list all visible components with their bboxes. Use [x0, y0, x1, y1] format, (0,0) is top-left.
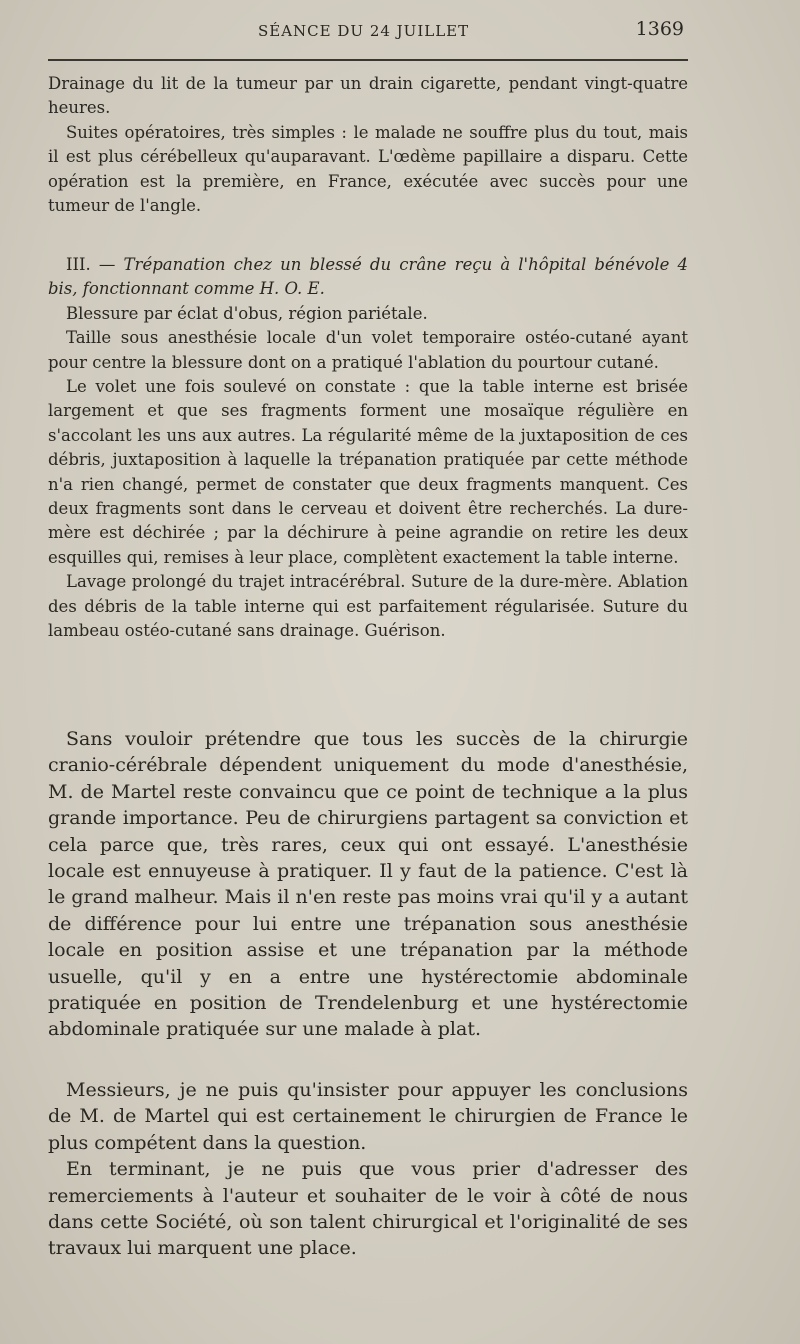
- closing-paragraph: En terminant, je ne puis que vous prier d'adresser des remerciements à l'auteur et souhaiter de le voir à côté de nous dans cette Société, où son talent chirurgical et l'originalité de ses travaux lui marquent une place.: [48, 1158, 688, 1260]
- running-title: SÉANCE DU 24 JUILLET: [258, 22, 470, 40]
- case-3-number: III. —: [66, 255, 124, 274]
- conclusion-paragraph: Messieurs, je ne puis qu'insister pour appuyer les conclusions de M. de Martel qui est certainement le chirurgien de France le plus compétent dans la question.: [48, 1079, 688, 1154]
- drainage-paragraph: Drainage du lit de la tumeur par un drain cigarette, pendant vingt-quatre heures.: [48, 74, 688, 118]
- case-3-incision: Taille sous anesthésie locale d'un volet temporaire ostéo-cutané ayant pour centre la blessure dont on a pratiqué l'ablation du pourtour cutané.: [48, 328, 688, 372]
- case-3-closure: Lavage prolongé du trajet intracérébral. Suture de la dure-mère. Ablation des débris de la table interne qui est parfaitement régularisée. Suture du lambeau ostéo-cutané sans drainage. Guérison.: [48, 572, 688, 641]
- case-3-findings: Le volet une fois soulevé on constate : que la table interne est brisée largement et que ses fragments forment une mosaïque régulière en s'accolant les uns aux autres. La régularité même de la juxtaposition de ces débris, juxtaposition à laquelle la trépanation pratiquée par cette méthode n'a rien changé, permet de constater que deux fragments manquent. Ces deux fragments sont dans le cerveau et doivent être recherchés. La dure-mère est déchirée ; par la déchirure à peine agrandie on retire les deux esquilles qui, remises à leur place, complètent exactement la table interne.: [48, 377, 688, 567]
- postop-paragraph: Suites opératoires, très simples : le malade ne souffre plus du tout, mais il est plus cérébelleux qu'auparavant. L'œdème papillaire a disparu. Cette opération est la première, en France, exécutée avec succès pour une tumeur de l'angle.: [48, 122, 688, 216]
- header-rule: [48, 59, 688, 61]
- case-3-title: Trépanation chez un blessé du crâne reçu à l'hôpital bénévole 4 bis, fonctionnant comme H. O. E.: [48, 255, 688, 299]
- page-header: [48, 18, 688, 48]
- case-3-heading: [48, 253, 688, 302]
- case-3-wound: Blessure par éclat d'obus, région pariétale.: [66, 303, 428, 323]
- conclusion: [48, 1077, 688, 1262]
- case-3: [48, 253, 688, 644]
- discussion-anesthesia: Sans vouloir prétendre que tous les succès de la chirurgie cranio-cérébrale dépendent uniquement du mode d'anesthésie, M. de Martel reste convaincu que ce point de technique a la plus grande importance. Peu de chirurgiens partagent sa conviction et cela parce que, très rares, ceux qui ont essayé. L'anesthésie locale est ennuyeuse à pratiquer. Il y faut de la patience. C'est là le grand malheur. Mais il n'en reste pas moins vrai qu'il y a autant de différence pour lui entre une trépanation sous anesthésie locale en position assise et une trépanation par la méthode usuelle, qu'il y en a entre une hystérectomie abdominale pratiquée en position de Trendelenburg et une hystérectomie abdominale pratiquée sur une malade à plat.: [48, 728, 688, 1041]
- discussion: [48, 726, 688, 1043]
- page-number: 1369: [635, 18, 684, 40]
- observation-end: [48, 72, 688, 218]
